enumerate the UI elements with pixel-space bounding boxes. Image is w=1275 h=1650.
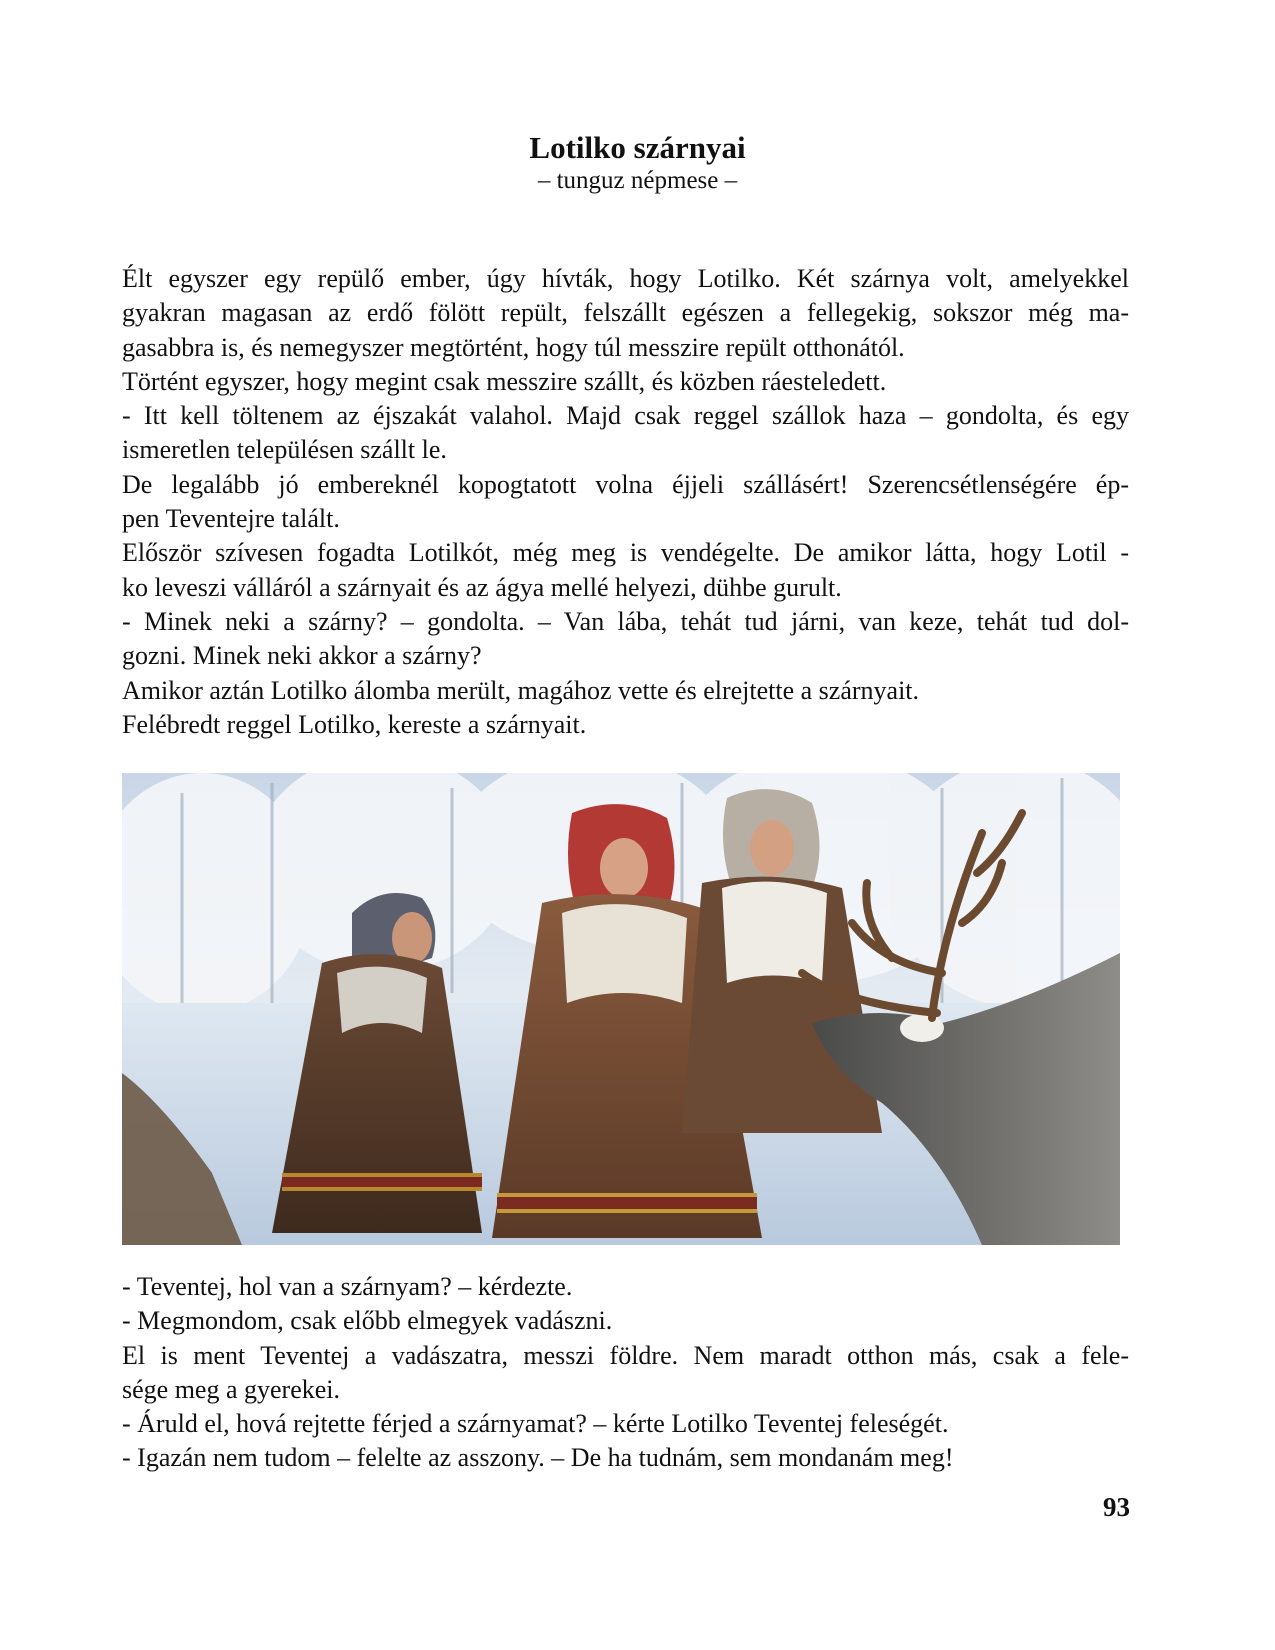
text-line: El is ment Teventej a vadászatra, messzi földre. Nem maradt otthon más, csak a fele-	[122, 1340, 1129, 1370]
text-line: Élt egyszer egy repülő ember, úgy hívták, hogy Lotilko. Két szárnya volt, amelyekkel	[122, 264, 1129, 293]
title-block	[0, 130, 1275, 196]
text-line: Amikor aztán Lotilko álomba merült, magához vette és elrejtette a szárnyait.	[122, 675, 920, 705]
story-title: Lotilko szárnyai	[529, 130, 746, 165]
text-line: gozni. Minek neki akkor a szárny?	[122, 641, 482, 671]
text-line: - Megmondom, csak előbb elmegyek vadászni.	[122, 1306, 613, 1336]
text-line: gyakran magasan az erdő fölött repült, felszállt egészen a fellegekig, sokszor még ma-	[122, 298, 1129, 328]
text-line: sége meg a gyerekei.	[122, 1374, 341, 1404]
photo-illustration	[122, 773, 1120, 1245]
text-line: Felébredt reggel Lotilko, kereste a szárnyait.	[122, 709, 587, 739]
text-line: - Áruld el, hová rejtette férjed a szárnyamat? – kérte Lotilko Teventej feleségét.	[122, 1409, 949, 1439]
text-line: pen Teventejre talált.	[122, 504, 340, 534]
text-line: gasabbra is, és nemegyszer megtörtént, hogy túl messzire repült otthonától.	[122, 332, 905, 362]
text-line: - Igazán nem tudom – felelte az asszony. – De ha tudnám, sem mondanám meg!	[122, 1443, 954, 1473]
text-line: Először szívesen fogadta Lotilkót, még meg is vendégelte. De amikor látta, hogy Lotil -	[122, 538, 1129, 568]
text-line: ko leveszi válláról a szárnyait és az ágya mellé helyezi, dühbe gurult.	[122, 572, 842, 602]
story-subtitle: – tunguz népmese –	[537, 167, 738, 194]
text-line: - Itt kell töltenem az éjszakát valahol. Majd csak reggel szállok haza – gondolta, és egy	[122, 401, 1129, 431]
story-text-bottom	[122, 1270, 1129, 1476]
text-line: - Minek neki a szárny? – gondolta. – Van lába, tehát tud járni, van keze, tehát tud dol-	[122, 606, 1129, 636]
story-text-top	[122, 262, 1129, 742]
text-line: ismeretlen településen szállt le.	[122, 435, 447, 465]
text-line: Történt egyszer, hogy megint csak messzire szállt, és közben ráesteledett.	[122, 366, 887, 396]
photo-women-with-reindeer	[122, 773, 1120, 1245]
page-number: 93	[1103, 1492, 1130, 1522]
text-line: De legalább jó embereknél kopogtatott volna éjjeli szállásért! Szerencsétlenségére ép-	[122, 469, 1129, 499]
text-line: - Teventej, hol van a szárnyam? – kérdezte.	[122, 1272, 573, 1301]
